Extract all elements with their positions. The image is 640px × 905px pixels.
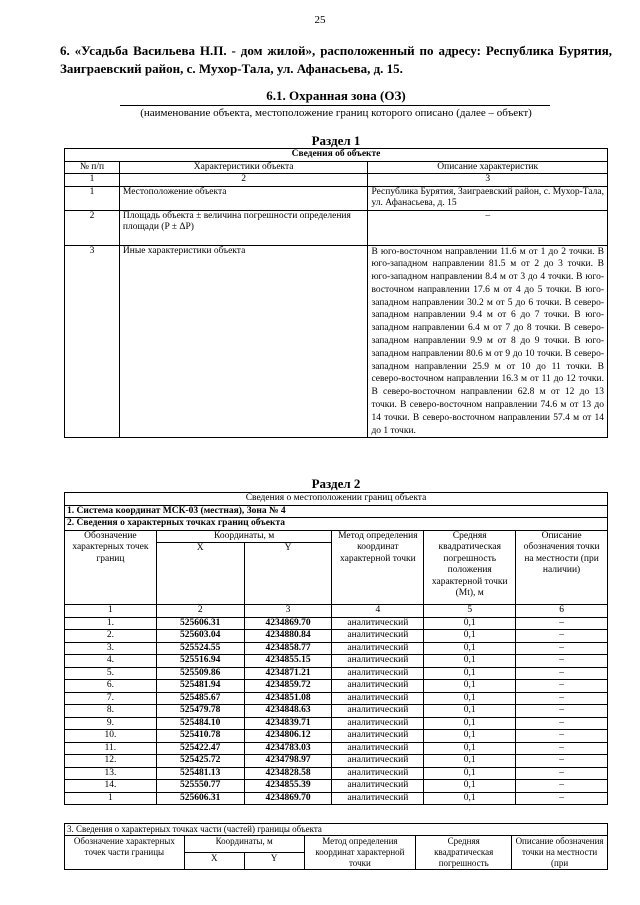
point-id: 4.: [65, 655, 157, 668]
point-row: [65, 730, 608, 743]
point-description: –: [516, 705, 608, 718]
col-number: 3: [244, 605, 332, 618]
point-error: 0,1: [424, 667, 516, 680]
table-title: Сведения об объекте: [65, 149, 608, 162]
col-header: № п/п: [65, 161, 120, 174]
table-row: [65, 210, 608, 245]
point-method: аналитический: [332, 730, 424, 743]
point-id: 11.: [65, 742, 157, 755]
col-header-error: Средняя квадратическая погрешность: [416, 836, 512, 870]
point-description: –: [516, 680, 608, 693]
point-row: [65, 767, 608, 780]
point-x: 525485.67: [156, 692, 244, 705]
col-header-description: Описание обозначения точки на местности (при наличии): [516, 530, 608, 605]
point-y: 4234869.70: [244, 617, 332, 630]
point-error: 0,1: [424, 755, 516, 768]
point-y: 4234880.84: [244, 630, 332, 643]
point-method: аналитический: [332, 630, 424, 643]
section-subtitle: (наименование объекта, местоположение границ которого описано (далее – объект): [140, 107, 532, 119]
point-row: [65, 617, 608, 630]
point-error: 0,1: [424, 780, 516, 793]
point-x: 525422.47: [156, 742, 244, 755]
point-x: 525606.31: [156, 792, 244, 805]
point-y: 4234839.71: [244, 717, 332, 730]
col-header: Характеристики объекта: [119, 161, 368, 174]
point-method: аналитический: [332, 767, 424, 780]
table-title: Сведения о местоположении границ объекта: [65, 493, 608, 506]
point-y: 4234851.08: [244, 692, 332, 705]
point-description: –: [516, 655, 608, 668]
characteristic-name: Площадь объекта ± величина погрешности определения площади (P ± ΔP): [119, 210, 368, 245]
col-header-method: Метод определения координат характерной точки: [332, 530, 424, 605]
point-x: 525425.72: [156, 755, 244, 768]
point-id: 12.: [65, 755, 157, 768]
point-method: аналитический: [332, 642, 424, 655]
col-header-designation: Обозначение характерных точек части границы: [65, 836, 185, 870]
point-x: 525481.13: [156, 767, 244, 780]
col-header-y: Y: [244, 543, 332, 605]
point-id: 14.: [65, 780, 157, 793]
part-boundary-table: [64, 823, 608, 870]
point-error: 0,1: [424, 730, 516, 743]
point-description: –: [516, 742, 608, 755]
point-x: 525516.94: [156, 655, 244, 668]
point-error: 0,1: [424, 655, 516, 668]
point-x: 525479.78: [156, 705, 244, 718]
point-x: 525509.86: [156, 667, 244, 680]
characteristic-name: Местоположение объекта: [119, 186, 368, 210]
point-x: 525484.10: [156, 717, 244, 730]
section-title-rule: [120, 105, 550, 106]
point-description: –: [516, 730, 608, 743]
point-error: 0,1: [424, 692, 516, 705]
point-row: [65, 642, 608, 655]
point-error: 0,1: [424, 792, 516, 805]
col-header-x: X: [156, 543, 244, 605]
section-title: 6.1. Охранная зона (ОЗ): [266, 88, 406, 103]
point-error: 0,1: [424, 742, 516, 755]
page-number: 25: [314, 14, 326, 26]
col-number: 4: [332, 605, 424, 618]
point-id: 6.: [65, 680, 157, 693]
point-row: [65, 655, 608, 668]
col-number: 6: [516, 605, 608, 618]
point-y: 4234859.72: [244, 680, 332, 693]
row-number: 1: [65, 186, 120, 210]
object-info-table: [64, 148, 608, 438]
point-description: –: [516, 617, 608, 630]
point-method: аналитический: [332, 742, 424, 755]
point-y: 4234828.58: [244, 767, 332, 780]
point-method: аналитический: [332, 692, 424, 705]
point-y: 4234855.39: [244, 780, 332, 793]
point-row: [65, 792, 608, 805]
object-heading: 6. «Усадьба Васильева Н.П. - дом жилой», расположенный по адресу: Республика Бурятия, Заиграевский район, с. Мухор-Тала, ул. Афанасьева, д. 15.: [60, 43, 612, 76]
point-description: –: [516, 767, 608, 780]
col-number: 2: [119, 174, 368, 187]
col-header-method: Метод определения координат характерной точки: [304, 836, 416, 870]
point-id: 8.: [65, 705, 157, 718]
point-x: 525524.55: [156, 642, 244, 655]
point-y: 4234806.12: [244, 730, 332, 743]
point-row: [65, 780, 608, 793]
point-row: [65, 630, 608, 643]
col-number: 1: [65, 174, 120, 187]
point-row: [65, 680, 608, 693]
point-method: аналитический: [332, 680, 424, 693]
point-id: 10.: [65, 730, 157, 743]
point-row: [65, 755, 608, 768]
characteristic-description: –: [368, 210, 608, 245]
part3-title: 3. Сведения о характерных точках части (частей) границы объекта: [65, 824, 608, 836]
col-header: Описание характеристик: [368, 161, 608, 174]
point-id: 1.: [65, 617, 157, 630]
col-header-coordinates: Координаты, м: [184, 836, 304, 853]
point-description: –: [516, 692, 608, 705]
point-row: [65, 692, 608, 705]
point-description: –: [516, 717, 608, 730]
point-description: –: [516, 792, 608, 805]
characteristic-description: В юго-восточном направлении 11.6 м от 1 до 2 точки. В юго-западном направлении 81.5 м от 2 до 3 точки. В юго-западном направлении 8.4 м от 3 до 4 точки. В юго-восточном направлении 17.6 м от 4 до 5 точки. В юго-западном направлении 30.2 м от 5 до 6 точки. В северо-западном направлении 9.4 м от 6 до 7 точки. В юго-западном направлении 6.4 м от 7 до 8 точки. В северо-западном направлении 9.9 м от 8 до 9 точки. В юго-западном направлении 80.6 м от 9 до 10 точки. В северо-западном направлении 25.9 м от 10 до 11 точки. В северо-восточном направлении 16.3 м от 11 до 12 точки. В северо-восточном направлении 62.8 м от 12 до 13 точки. В северо-восточном направлении 74.6 м от 13 до 14 точки. В северо-восточном направлении 57.4 м от 14 до 1 точки.: [368, 245, 608, 438]
point-description: –: [516, 755, 608, 768]
point-method: аналитический: [332, 705, 424, 718]
col-header-designation: Обозначение характерных точек границ: [65, 530, 157, 605]
point-method: аналитический: [332, 617, 424, 630]
row-number: 2: [65, 210, 120, 245]
point-y: 4234848.63: [244, 705, 332, 718]
point-y: 4234798.97: [244, 755, 332, 768]
characteristic-name: Иные характеристики объекта: [119, 245, 368, 438]
point-id: 7.: [65, 692, 157, 705]
col-header-error: Средняя квадратическая погрешность положения характерной точки (Mt), м: [424, 530, 516, 605]
razdel1-title: Раздел 1: [311, 133, 361, 148]
point-id: 3.: [65, 642, 157, 655]
characteristic-description: Республика Бурятия, Заиграевский район, с. Мухор-Тала, ул. Афанасьева, д. 15: [368, 186, 608, 210]
row-number: 3: [65, 245, 120, 438]
table-row: [65, 245, 608, 438]
razdel2-title: Раздел 2: [311, 476, 361, 491]
point-x: 525550.77: [156, 780, 244, 793]
point-id: 2.: [65, 630, 157, 643]
col-number: 2: [156, 605, 244, 618]
point-error: 0,1: [424, 705, 516, 718]
col-header-y: Y: [244, 853, 304, 870]
point-x: 525603.04: [156, 630, 244, 643]
table-row: [65, 186, 608, 210]
point-description: –: [516, 780, 608, 793]
point-method: аналитический: [332, 755, 424, 768]
point-error: 0,1: [424, 680, 516, 693]
point-error: 0,1: [424, 717, 516, 730]
point-description: –: [516, 642, 608, 655]
point-method: аналитический: [332, 717, 424, 730]
point-row: [65, 667, 608, 680]
point-row: [65, 742, 608, 755]
coordinate-system: 1. Система координат МСК-03 (местная), Зона № 4: [65, 505, 608, 518]
point-error: 0,1: [424, 630, 516, 643]
point-error: 0,1: [424, 767, 516, 780]
point-id: 1: [65, 792, 157, 805]
point-x: 525606.31: [156, 617, 244, 630]
point-description: –: [516, 667, 608, 680]
point-y: 4234858.77: [244, 642, 332, 655]
point-row: [65, 705, 608, 718]
point-description: –: [516, 630, 608, 643]
col-header-x: X: [184, 853, 244, 870]
point-y: 4234869.70: [244, 792, 332, 805]
point-id: 9.: [65, 717, 157, 730]
col-header-coordinates: Координаты, м: [156, 530, 332, 543]
point-row: [65, 717, 608, 730]
col-number: 3: [368, 174, 608, 187]
point-error: 0,1: [424, 617, 516, 630]
points-table-body: [65, 617, 608, 805]
points-section-title: 2. Сведения о характерных точках границ объекта: [65, 518, 608, 531]
point-error: 0,1: [424, 642, 516, 655]
point-method: аналитический: [332, 655, 424, 668]
point-y: 4234783.03: [244, 742, 332, 755]
point-y: 4234871.21: [244, 667, 332, 680]
boundary-location-table: [64, 492, 608, 805]
point-x: 525410.78: [156, 730, 244, 743]
point-id: 5.: [65, 667, 157, 680]
point-y: 4234855.15: [244, 655, 332, 668]
point-x: 525481.94: [156, 680, 244, 693]
col-number: 5: [424, 605, 516, 618]
col-header-description: Описание обозначения точки на местности (при: [512, 836, 608, 870]
point-method: аналитический: [332, 667, 424, 680]
col-number: 1: [65, 605, 157, 618]
point-method: аналитический: [332, 792, 424, 805]
point-method: аналитический: [332, 780, 424, 793]
point-id: 13.: [65, 767, 157, 780]
